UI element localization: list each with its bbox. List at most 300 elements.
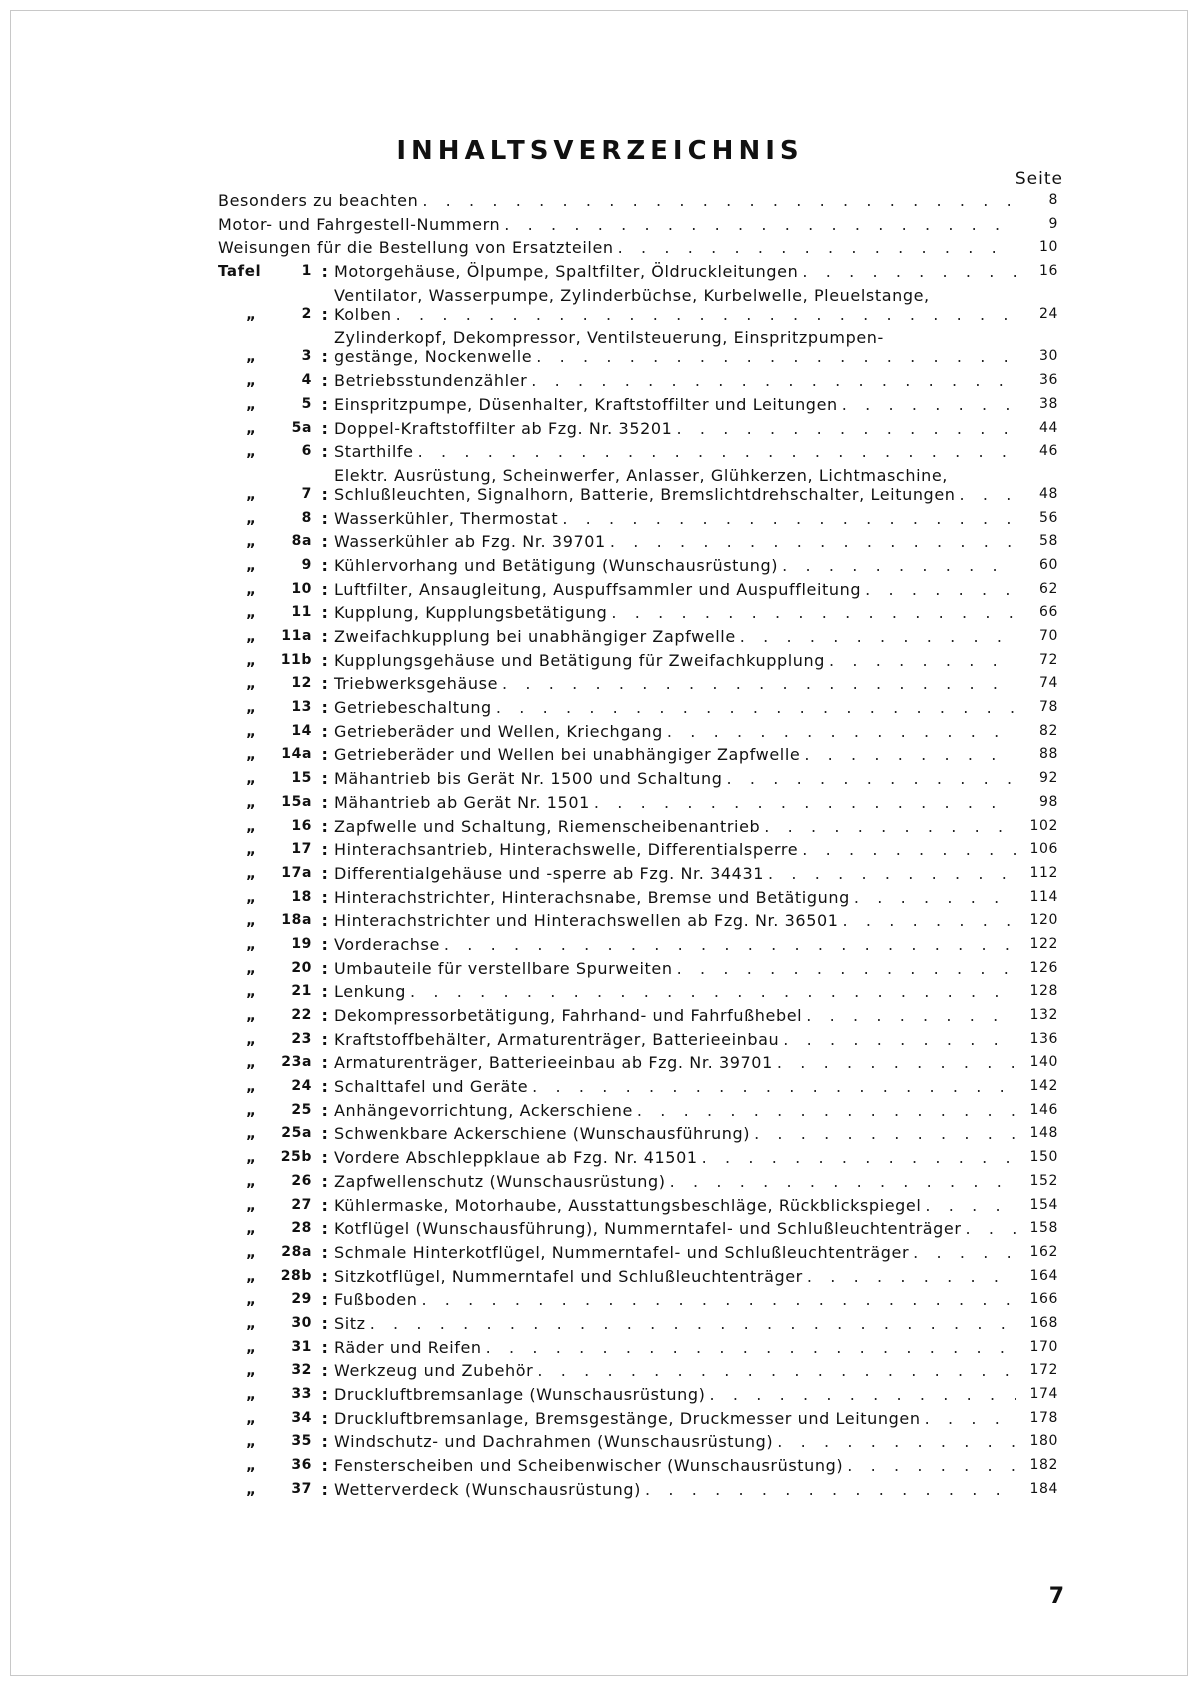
entry-title: [334, 419, 1020, 438]
entry-title: [334, 793, 1020, 812]
toc-entry: [218, 238, 1058, 257]
separator-colon: :: [321, 1337, 329, 1357]
table-prefix: „: [246, 1100, 257, 1119]
table-prefix: Tafel: [218, 262, 262, 281]
entry-title: [334, 1172, 1020, 1191]
table-prefix: „: [246, 1290, 257, 1309]
entry-page-number: 70: [1038, 628, 1058, 644]
toc-entry: [218, 509, 1058, 528]
entry-title: [218, 238, 1020, 257]
dot-leader: [783, 1030, 1016, 1049]
table-number: 21: [291, 983, 312, 1000]
toc-entry: [218, 840, 1058, 859]
entry-title-line: Motor- und Fahrgestell-Nummern: [218, 214, 501, 234]
entry-title-line: Kühlermaske, Motorhaube, Ausstattungsbeschläge, Rückblickspiegel: [334, 1195, 922, 1215]
table-number: 8: [301, 509, 312, 526]
table-prefix: „: [246, 887, 257, 906]
page-number: 7: [1048, 1584, 1064, 1609]
table-prefix: „: [246, 769, 257, 788]
entry-title: [334, 603, 1020, 622]
entry-page-number: 48: [1038, 485, 1058, 502]
separator-colon: :: [321, 304, 329, 324]
entry-title-line: Schwenkbare Ackerschiene (Wunschausführung): [334, 1124, 751, 1144]
toc-entry: [218, 1456, 1058, 1475]
dot-leader: [802, 840, 1016, 859]
dot-leader: [618, 238, 1016, 257]
entry-page-number: 122: [1029, 935, 1058, 952]
entry-title: [334, 442, 1020, 461]
dot-leader: [702, 1148, 1016, 1167]
entry-title-line: Schalttafel und Geräte: [334, 1077, 529, 1097]
toc-entry: [218, 1030, 1058, 1049]
dot-leader: [709, 1385, 1016, 1404]
table-number: 36: [291, 1457, 312, 1474]
entry-page-number: 172: [1029, 1362, 1058, 1379]
entry-title-line: Hinterachstrichter, Hinterachsnabe, Bremse und Betätigung: [334, 887, 850, 907]
table-prefix: „: [246, 911, 257, 930]
entry-title: [334, 817, 1020, 836]
toc-entry: [218, 1172, 1058, 1191]
table-number: 30: [291, 1314, 312, 1331]
table-number: 28a: [281, 1243, 312, 1260]
table-prefix: „: [246, 1006, 257, 1024]
separator-colon: :: [321, 1029, 329, 1049]
entry-title-line: Zylinderkopf, Dekompressor, Ventilsteuerung, Einspritzpumpen-: [334, 328, 884, 348]
dot-leader: [531, 371, 1016, 390]
entry-title-line: Kolben: [334, 304, 392, 324]
table-number: 2: [301, 305, 312, 322]
entry-page-number: 158: [1029, 1220, 1058, 1237]
entry-title: [334, 286, 1020, 324]
entry-page-number: 58: [1038, 533, 1058, 550]
toc-entry: [218, 959, 1058, 978]
separator-colon: :: [321, 650, 329, 670]
separator-colon: :: [321, 982, 329, 1002]
entry-page-number: 170: [1029, 1338, 1058, 1355]
table-prefix: „: [246, 627, 257, 645]
separator-colon: :: [321, 1077, 329, 1097]
entry-title: [334, 698, 1020, 717]
entry-page-number: 8: [1048, 192, 1058, 208]
entry-page-number: 132: [1029, 1007, 1058, 1023]
entry-title-line: Besonders zu beachten: [218, 191, 419, 210]
entry-page-number: 180: [1029, 1433, 1058, 1450]
entry-page-number: 140: [1029, 1054, 1058, 1071]
entry-title-line: Druckluftbremsanlage (Wunschausrüstung): [334, 1385, 706, 1404]
table-number: 7: [301, 485, 312, 502]
separator-colon: :: [321, 1385, 329, 1404]
dot-leader: [676, 419, 1016, 438]
dot-leader: [396, 305, 1016, 324]
toc-entry: [218, 1361, 1058, 1380]
entry-title-line: Vorderachse: [334, 934, 440, 954]
entry-title: [334, 1456, 1020, 1475]
separator-colon: :: [321, 579, 329, 599]
table-prefix: „: [246, 1385, 257, 1403]
table-prefix: „: [246, 982, 257, 1001]
table-prefix: „: [246, 1077, 257, 1096]
toc-entry: [218, 745, 1058, 764]
table-prefix: „: [246, 442, 257, 461]
entry-title: [334, 959, 1020, 978]
dot-leader: [536, 347, 1016, 366]
entry-title: [334, 532, 1020, 551]
entry-title: [334, 982, 1020, 1001]
table-prefix: „: [246, 840, 257, 859]
toc-entry: [218, 556, 1058, 575]
dot-leader: [421, 1290, 1016, 1309]
table-prefix: „: [246, 674, 257, 693]
table-prefix: „: [246, 1029, 257, 1048]
separator-colon: :: [321, 532, 329, 552]
entry-title: [334, 328, 1020, 366]
table-number: 26: [291, 1172, 312, 1189]
entry-title-line: Räder und Reifen: [334, 1337, 482, 1357]
dot-leader: [637, 1101, 1016, 1120]
entry-page-number: 148: [1029, 1125, 1058, 1142]
entry-page-number: 78: [1038, 699, 1058, 716]
table-number: 15: [291, 770, 312, 787]
separator-colon: :: [321, 1432, 329, 1452]
entry-page-number: 184: [1029, 1480, 1058, 1497]
entry-title-line: Wasserkühler ab Fzg. Nr. 39701: [334, 532, 606, 552]
dot-leader: [966, 1219, 1016, 1238]
entry-title-line: Dekompressorbetätigung, Fahrhand- und Fahrfußhebel: [334, 1006, 803, 1025]
toc-entry: [218, 328, 1058, 366]
table-number: 15a: [281, 793, 312, 810]
separator-colon: :: [321, 958, 329, 978]
entry-page-number: 60: [1038, 556, 1058, 573]
toc-entry: [218, 1148, 1058, 1167]
toc-entry: [218, 1124, 1058, 1143]
separator-colon: :: [321, 394, 329, 414]
entry-title: [334, 580, 1020, 599]
entry-title-line: Hinterachstrichter und Hinterachswellen ab Fzg. Nr. 36501: [334, 911, 839, 931]
toc-entry: [218, 651, 1058, 670]
entry-title: [334, 1030, 1020, 1049]
table-number: 12: [291, 675, 312, 692]
table-prefix: „: [246, 816, 257, 835]
toc-entry: [218, 698, 1058, 717]
dot-leader: [537, 1361, 1016, 1380]
entry-title: [334, 262, 1020, 281]
toc-entry: [218, 1385, 1058, 1404]
entry-title: [334, 911, 1020, 930]
separator-colon: :: [321, 418, 329, 438]
table-number: 10: [291, 580, 312, 597]
entry-title-line: Sitz: [334, 1313, 366, 1333]
entry-title-line: Kupplung, Kupplungsbetätigung: [334, 603, 608, 623]
toc-entry: [218, 1480, 1058, 1499]
table-prefix: „: [246, 1456, 257, 1475]
entry-title-line: Werkzeug und Zubehör: [334, 1361, 534, 1381]
table-prefix: „: [246, 1361, 257, 1380]
separator-colon: :: [321, 745, 329, 765]
toc-entry: [218, 793, 1058, 812]
toc-entry: [218, 1314, 1058, 1333]
table-prefix: „: [246, 418, 257, 437]
separator-colon: :: [321, 911, 329, 931]
toc-entry: [218, 603, 1058, 622]
entry-page-number: 10: [1038, 239, 1058, 256]
entry-title-line: Ventilator, Wasserpumpe, Zylinderbüchse, Kurbelwelle, Pleuelstange,: [334, 285, 930, 305]
dot-leader: [754, 1124, 1016, 1143]
separator-colon: :: [321, 1195, 329, 1215]
entry-page-number: 136: [1029, 1030, 1058, 1047]
dot-leader: [854, 888, 1016, 907]
table-number: 18: [291, 888, 312, 905]
table-prefix: „: [246, 698, 257, 717]
entry-page-number: 82: [1038, 722, 1058, 739]
dot-leader: [670, 1172, 1016, 1191]
table-number: 14: [291, 722, 312, 739]
entry-title: [218, 191, 1020, 210]
dot-leader: [677, 959, 1016, 978]
table-prefix: „: [246, 1313, 257, 1332]
entry-title-line: Armaturenträger, Batterieeinbau ab Fzg. Nr. 39701: [334, 1053, 773, 1073]
table-number: 25: [291, 1101, 312, 1118]
entry-title-line: Wetterverdeck (Wunschausrüstung): [334, 1479, 641, 1499]
entry-page-number: 112: [1029, 864, 1058, 881]
toc-entry: [218, 627, 1058, 646]
toc-entry: [218, 888, 1058, 907]
entry-title: [334, 1338, 1020, 1357]
table-number: 11: [291, 604, 312, 621]
toc-entry: [218, 1219, 1058, 1238]
entry-title-line: Getriebeschaltung: [334, 698, 492, 718]
table-number: 5: [301, 395, 312, 412]
toc-entry: [218, 982, 1058, 1001]
toc-entry: [218, 395, 1058, 414]
entry-page-number: 142: [1029, 1078, 1058, 1095]
toc-entry: [218, 935, 1058, 954]
entry-title: [334, 395, 1020, 414]
dot-leader: [925, 1196, 1016, 1215]
entry-title: [334, 674, 1020, 693]
table-number: 23a: [281, 1054, 312, 1071]
dot-leader: [594, 793, 1016, 812]
entry-page-number: 9: [1048, 215, 1058, 232]
dot-leader: [611, 603, 1016, 622]
toc-entry: [218, 466, 1058, 504]
entry-title: [334, 1361, 1020, 1380]
toc-entry: [218, 1077, 1058, 1096]
table-number: 23: [291, 1030, 312, 1047]
dot-leader: [807, 1267, 1016, 1286]
table-number: 16: [291, 817, 312, 834]
separator-colon: :: [321, 816, 329, 836]
entry-title: [334, 556, 1020, 575]
entry-title-line: Fensterscheiben und Scheibenwischer (Wunschausrüstung): [334, 1456, 844, 1476]
toc-entry: [218, 769, 1058, 788]
entry-title: [334, 627, 1020, 646]
entry-title: [334, 1101, 1020, 1120]
table-number: 8a: [291, 533, 312, 550]
entry-title: [334, 1290, 1020, 1309]
entry-title: [334, 1124, 1020, 1143]
entry-title-line: Zweifachkupplung bei unabhängiger Zapfwelle: [334, 627, 736, 646]
table-prefix: „: [246, 371, 257, 390]
separator-colon: :: [321, 1148, 329, 1168]
table-prefix: „: [246, 532, 257, 551]
table-number: 22: [291, 1007, 312, 1023]
entry-title: [334, 769, 1020, 788]
entry-page-number: 178: [1029, 1409, 1058, 1426]
table-prefix: „: [246, 603, 257, 622]
entry-page-number: 62: [1038, 580, 1058, 597]
table-number: 17a: [281, 864, 312, 881]
table-number: 28: [291, 1220, 312, 1237]
table-prefix: „: [246, 484, 257, 503]
entry-title-line: Betriebsstundenzähler: [334, 371, 528, 391]
page-column-label: Seite: [1014, 169, 1063, 189]
toc-entry: [218, 817, 1058, 836]
toc-entry: [218, 1196, 1058, 1215]
entry-title-line: Vordere Abschleppklaue ab Fzg. Nr. 41501: [334, 1148, 698, 1168]
separator-colon: :: [321, 442, 329, 462]
entry-title: [334, 935, 1020, 954]
separator-colon: :: [321, 1456, 329, 1476]
dot-leader: [422, 191, 1016, 210]
toc-entry: [218, 442, 1058, 461]
entry-title: [334, 840, 1020, 859]
separator-colon: :: [321, 262, 329, 282]
entry-page-number: 74: [1038, 675, 1058, 692]
toc-entry: [218, 1338, 1058, 1357]
separator-colon: :: [321, 769, 329, 789]
toc-entry: [218, 1432, 1058, 1451]
entry-title: [218, 215, 1020, 234]
dot-leader: [418, 442, 1016, 461]
table-number: 13: [291, 699, 312, 716]
separator-colon: :: [321, 1219, 329, 1239]
entry-page-number: 30: [1038, 348, 1058, 365]
table-number: 17: [291, 841, 312, 858]
entry-title: [334, 509, 1020, 528]
entry-title: [334, 864, 1020, 883]
entry-page-number: 36: [1038, 372, 1058, 389]
entry-page-number: 152: [1029, 1172, 1058, 1189]
table-number: 3: [301, 348, 312, 365]
separator-colon: :: [321, 1408, 329, 1428]
table-prefix: „: [246, 1124, 257, 1143]
table-number: 25b: [280, 1149, 312, 1166]
table-prefix: „: [246, 1432, 257, 1451]
separator-colon: :: [321, 371, 329, 391]
entry-page-number: 166: [1029, 1291, 1058, 1308]
separator-colon: :: [321, 1290, 329, 1310]
entry-title: [334, 1243, 1020, 1262]
entry-title-line: Fußboden: [334, 1290, 418, 1310]
entry-title: [334, 651, 1020, 670]
dot-leader: [804, 745, 1016, 764]
separator-colon: :: [321, 508, 329, 528]
dot-leader: [504, 215, 1016, 234]
entry-title: [334, 1053, 1020, 1072]
separator-colon: :: [321, 484, 329, 504]
separator-colon: :: [321, 555, 329, 575]
page-title: INHALTSVERZEICHNIS: [396, 136, 804, 166]
entry-page-number: 38: [1038, 395, 1058, 412]
table-prefix: „: [246, 1148, 257, 1167]
entry-title-line: Getrieberäder und Wellen, Kriechgang: [334, 721, 663, 741]
entry-page-number: 126: [1029, 959, 1058, 976]
table-number: 4: [301, 372, 312, 389]
separator-colon: :: [321, 1124, 329, 1144]
toc-entry: [218, 1006, 1058, 1025]
entry-page-number: 16: [1038, 263, 1058, 280]
table-number: 31: [291, 1338, 312, 1355]
toc-entry: [218, 419, 1058, 438]
table-number: 19: [291, 935, 312, 952]
toc-entry: [218, 722, 1058, 741]
separator-colon: :: [321, 792, 329, 812]
table-number: 29: [291, 1291, 312, 1308]
entry-title-line: Windschutz- und Dachrahmen (Wunschausrüstung): [334, 1432, 774, 1452]
toc-entry: [218, 371, 1058, 390]
toc-entry: [218, 674, 1058, 693]
entry-page-number: 72: [1038, 651, 1058, 668]
dot-leader: [806, 1006, 1016, 1025]
entry-page-number: 168: [1029, 1314, 1058, 1331]
entry-title-line: Schmale Hinterkotflügel, Nummerntafel- und Schlußleuchtenträger: [334, 1242, 910, 1262]
entry-title-line: Kühlervorhang und Betätigung (Wunschausrüstung): [334, 555, 779, 575]
entry-page-number: 174: [1029, 1386, 1058, 1402]
entry-title-line: Elektr. Ausrüstung, Scheinwerfer, Anlasser, Glühkerzen, Lichtmaschine,: [334, 465, 948, 485]
toc-entry: [218, 864, 1058, 883]
table-number: 9: [301, 556, 312, 573]
entry-page-number: 120: [1029, 912, 1058, 929]
dot-leader: [829, 651, 1016, 670]
separator-colon: :: [321, 1171, 329, 1191]
table-number: 18a: [281, 912, 312, 929]
separator-colon: :: [321, 1266, 329, 1286]
dot-leader: [777, 1432, 1016, 1451]
entry-page-number: 88: [1038, 746, 1058, 763]
entry-title-line: Umbauteile für verstellbare Spurweiten: [334, 958, 673, 978]
separator-colon: :: [321, 603, 329, 623]
table-number: 14a: [281, 746, 312, 763]
separator-colon: :: [321, 863, 329, 883]
dot-leader: [532, 1077, 1016, 1096]
entry-title: [334, 745, 1020, 764]
entry-title-line: Mähantrieb ab Gerät Nr. 1501: [334, 792, 590, 812]
toc-entry: [218, 532, 1058, 551]
dot-leader: [486, 1338, 1016, 1357]
table-of-contents: [218, 191, 1058, 1499]
entry-title-line: Zapfwelle und Schaltung, Riemenscheibenantrieb: [334, 816, 761, 836]
table-number: 28b: [280, 1267, 312, 1284]
entry-title-line: Luftfilter, Ansaugleitung, Auspuffsammler und Auspuffleitung: [334, 579, 862, 599]
dot-leader: [782, 556, 1016, 575]
dot-leader: [960, 485, 1017, 504]
entry-title: [334, 1267, 1020, 1286]
entry-title-line: Lenkung: [334, 982, 407, 1002]
separator-colon: :: [321, 840, 329, 860]
dot-leader: [610, 532, 1016, 551]
dot-leader: [843, 911, 1016, 930]
dot-leader: [645, 1480, 1016, 1499]
table-prefix: „: [246, 555, 257, 574]
table-number: 37: [291, 1480, 312, 1497]
entry-title: [334, 371, 1020, 390]
table-number: 27: [291, 1196, 312, 1213]
toc-entry: [218, 1243, 1058, 1262]
table-number: 11b: [280, 651, 312, 668]
separator-colon: :: [321, 1053, 329, 1073]
table-prefix: „: [246, 1195, 257, 1214]
entry-title-line: Motorgehäuse, Ölpumpe, Spaltfilter, Öldruckleitungen: [334, 262, 799, 282]
